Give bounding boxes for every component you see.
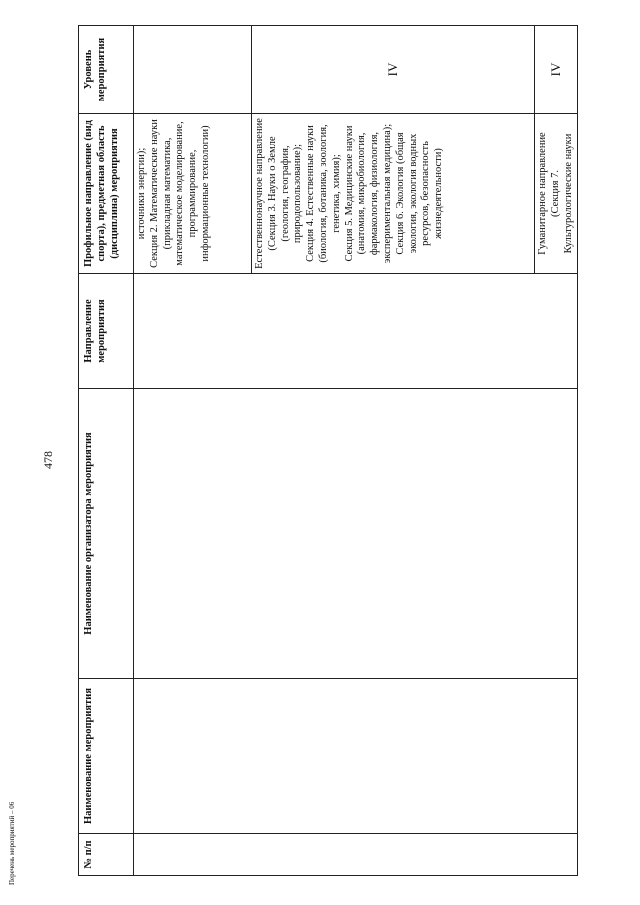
cell-level: IV xyxy=(535,26,578,114)
cell-level: IV xyxy=(252,26,535,114)
header-num: № п/п xyxy=(79,834,134,876)
cell-event-name xyxy=(134,679,578,834)
header-organizer: Наименование организатора мероприятия xyxy=(79,389,134,679)
cell-profile xyxy=(134,114,252,274)
header-event-name: Наименование мероприятия xyxy=(79,679,134,834)
profile-text: источники энергии); Секция 2. Математические науки (прикладная математика, математическое моделирование, программирование, информационные технологии) xyxy=(136,119,211,268)
profile-text: Гуманитарное направление (Секция 7. Культурологические науки xyxy=(537,132,574,255)
header-profile: Профильное направление (вид спорта), предметная область (дисциплина) мероприятия xyxy=(79,114,134,274)
table-header-row xyxy=(79,26,134,876)
cell-profile xyxy=(252,114,535,274)
cell-profile xyxy=(535,114,578,274)
events-table xyxy=(78,25,578,876)
cell-level xyxy=(134,26,252,114)
table-row xyxy=(134,26,252,876)
cell-num xyxy=(134,834,578,876)
cell-direction xyxy=(134,274,578,389)
cell-organizer xyxy=(134,389,578,679)
header-direction: Направление мероприятия xyxy=(79,274,134,389)
page-number: 478 xyxy=(40,451,55,469)
events-table-wrapper xyxy=(78,26,576,876)
profile-text: Естественнонаучное направление (Секция 3. Науки о Земле (геология, география, природопользование); Секция 4. Естественные науки (биология, ботаника, зоология, генетика, химия); Секция 5. Медицинские науки (анатомия, микробиология, фармакология, физиология, экспериментальная медицина); Секция 6. Экология (общая экология, экология водных ресурсов, безопасность жизнедеятельности) xyxy=(254,118,445,269)
header-level: Уровень мероприятия xyxy=(79,26,134,114)
footer-note: Перечень мероприятий – 06 xyxy=(8,801,16,885)
